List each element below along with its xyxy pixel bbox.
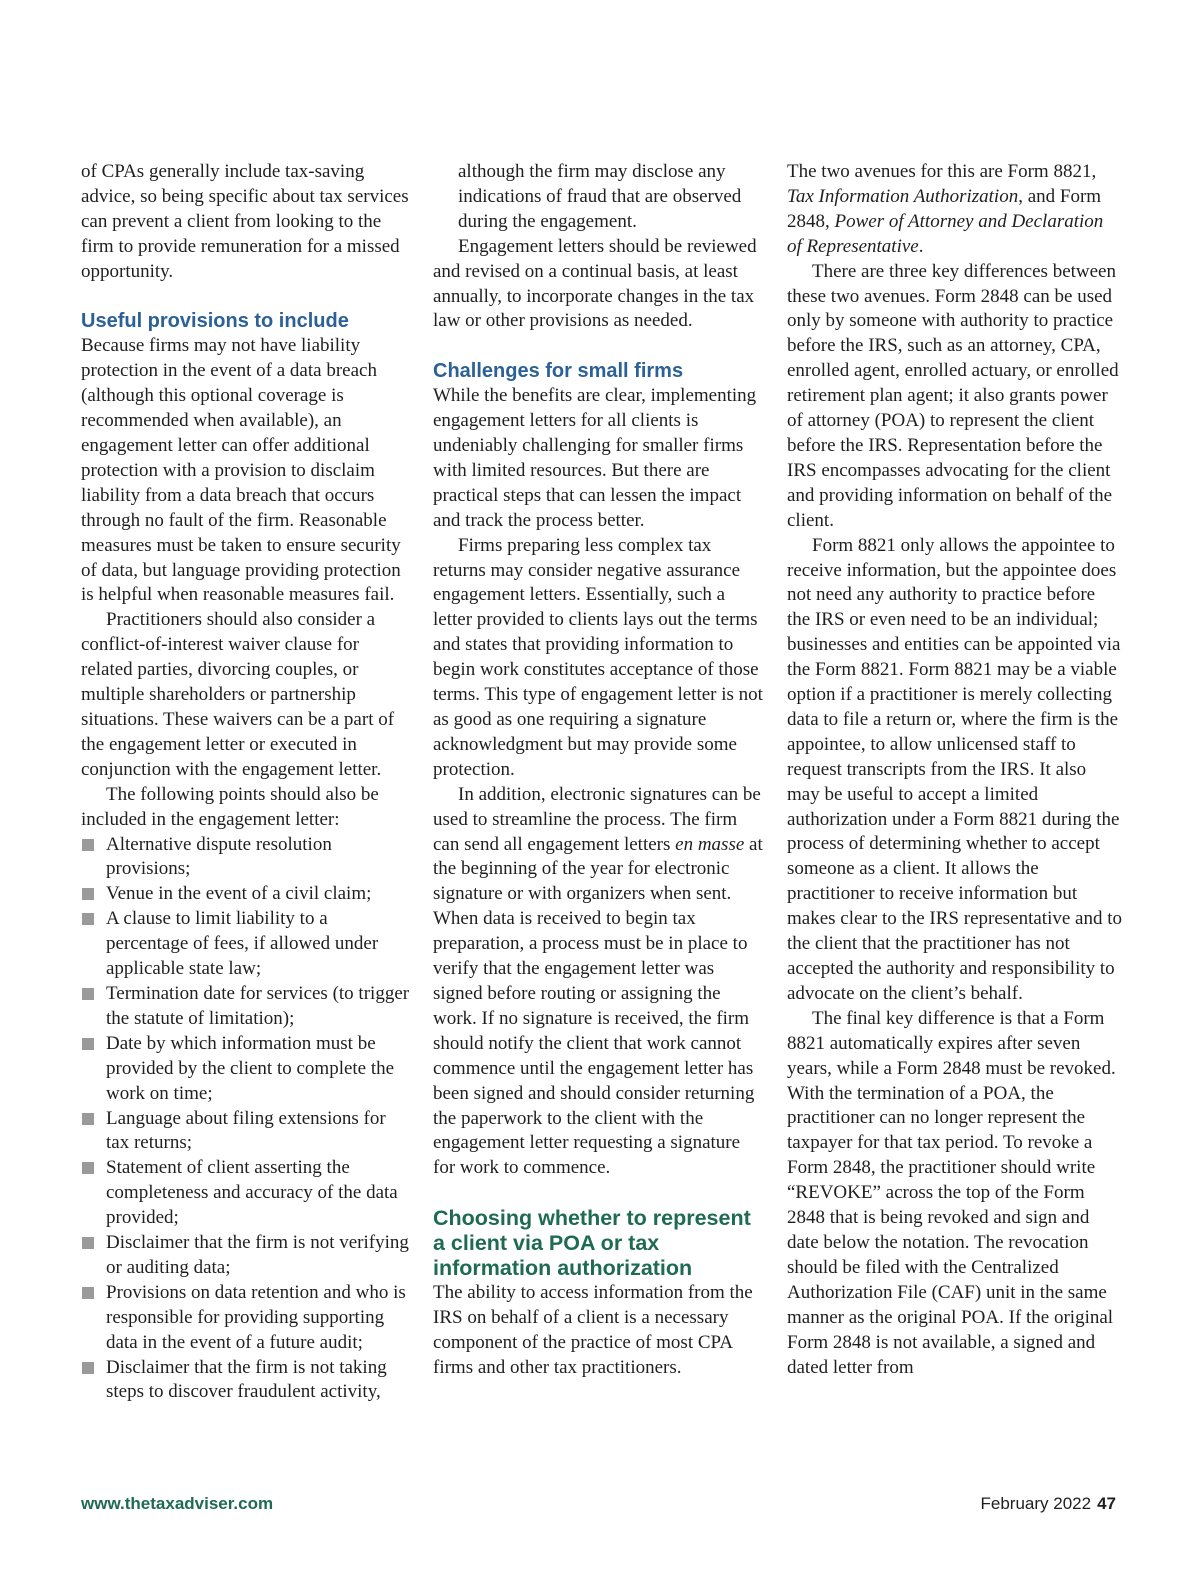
page-number: 47 (1097, 1494, 1116, 1513)
bullet-square-icon (82, 1362, 94, 1374)
bullet-square-icon (82, 1113, 94, 1125)
bullet-square-icon (82, 1237, 94, 1249)
paragraph-following-points: The following points should also be included in the engagement letter: (81, 783, 379, 830)
list-item: A clause to limit liability to a percentage of fees, if allowed under applicable state law; (81, 907, 411, 982)
list-item: Language about filing extensions for tax returns; (81, 1107, 411, 1157)
list-item: Venue in the event of a civil claim; (81, 882, 411, 907)
footer-date: February 2022 (980, 1494, 1092, 1513)
column-1 (81, 160, 411, 1405)
list-item: Alternative dispute resolution provisions; (81, 833, 411, 883)
paragraph-final-difference: The final key difference is that a Form 8821 automatically expires after seven years, while a Form 2848 must be revoked. With the termination of a POA, the practitioner can no longer represent the taxpayer for that tax period. To revoke a Form 2848, the practitioner should write “REVOKE” across the top of the Form 2848 that is being revoked and sign and date below the notation. The revocation should be filed with the Centralized Authorization File (CAF) unit in the same manner as the original POA. If the original Form 2848 is not available, a signed and dated letter from (787, 1007, 1116, 1378)
footer-date-page (981, 1494, 1117, 1514)
heading-challenges: Challenges for small firms (433, 360, 684, 383)
bullet-square-icon (82, 888, 94, 900)
bullet-square-icon (82, 1038, 94, 1050)
paragraph-conflict-waiver: Practitioners should also consider a conflict-of-interest waiver clause for related parties, divorcing couples, or multiple shareholders or partnership situations. These waivers can be a part of the engagement letter or executed in conjunction with the engagement letter. (81, 609, 395, 780)
bullet-square-icon (82, 839, 94, 851)
column-3 (787, 160, 1122, 1380)
list-item: Disclaimer that the firm is not taking steps to discover fraudulent activity, (81, 1356, 411, 1406)
provisions-list (81, 833, 411, 1406)
list-item: Statement of client asserting the completeness and accuracy of the data provided; (81, 1156, 411, 1231)
list-item: Provisions on data retention and who is responsible for providing supporting data in the event of a future audit; (81, 1281, 411, 1356)
list-item: Date by which information must be provided by the client to complete the work on time; (81, 1032, 411, 1107)
column-2 (433, 160, 763, 1381)
footer-website: www.thetaxadviser.com (81, 1494, 274, 1513)
heading-choosing-poa: Choosing whether to represent a client via POA or tax information authorization (433, 1206, 751, 1281)
paragraph-intro: of CPAs generally include tax-saving advice, so being specific about tax services can prevent a client from looking to the firm to provide remuneration for a missed opportunity. (81, 161, 409, 282)
list-item: Disclaimer that the firm is not verifying or auditing data; (81, 1231, 411, 1281)
bullet-square-icon (82, 988, 94, 1000)
paragraph-two-avenues: The two avenues for this are Form 8821, Tax Information Authorization, and Form 2848, Power of Attorney and Declaration of Representative. (787, 161, 1104, 257)
heading-useful-provisions: Useful provisions to include (81, 310, 349, 333)
bullet-square-icon (82, 1162, 94, 1174)
bullet-square-icon (82, 1287, 94, 1299)
paragraph-form-8821: Form 8821 only allows the appointee to receive information, but the appointee does not need any authority to practice before the IRS or even need to be an individual; businesses and entities can be appointed via the Form 8821. Form 8821 may be a viable option if a practitioner is merely collecting data to file a return or, where the firm is the appointee, to allow unlicensed staff to request transcripts from the IRS. It also may be useful to accept a limited authorization under a Form 8821 during the process of determining whether to accept someone as a client. It allows the practitioner to receive information but makes clear to the IRS representative and to the client that the practitioner has not accepted the authority and responsibility to advocate on the client’s behalf. (787, 534, 1123, 1004)
paragraph-data-breach: Because firms may not have liability protection in the event of a data breach (although this optional coverage is recommended when available), an engagement letter can offer additional protection with a provision to disclaim liability from a data breach that occurs through no fault of the firm. Reasonable measures must be taken to ensure security of data, but language providing protection is helpful when reasonable measures fail. (81, 335, 401, 606)
paragraph-fraud-continued: although the firm may disclose any indications of fraud that are observed during the engagement. (458, 161, 742, 232)
paragraph-negative-assurance: Firms preparing less complex tax returns may consider negative assurance engagement letters. Essentially, such a letter provided to clients lays out the terms and states that providing information to begin work constitutes acceptance of those terms. This type of engagement letter is not as good as one requiring a signature acknowledgment but may provide some protection. (433, 534, 763, 780)
paragraph-three-differences: There are three key differences between these two avenues. Form 2848 can be used only by someone with authority to practice before the IRS, such as an attorney, CPA, enrolled agent, enrolled actuary, or enrolled retirement plan agent; it also grants power of attorney (POA) to represent the client before the IRS. Representation before the IRS encompasses advocating for the client and providing information on behalf of the client. (787, 260, 1119, 531)
bullet-square-icon (82, 913, 94, 925)
paragraph-electronic-signatures: In addition, electronic signatures can be used to streamline the process. The firm can send all engagement letters en masse at the beginning of the year for electronic signature or with organizers when sent. When data is received to begin tax preparation, a process must be in place to verify that the engagement letter was signed before routing or assigning the work. If no signature is received, the firm should notify the client that work cannot commence until the engagement letter has been signed and should consider returning the paperwork to the client with the engagement letter requesting a signature for work to commence. (433, 783, 763, 1179)
list-item: Termination date for services (to trigger the statute of limitation); (81, 982, 411, 1032)
paragraph-ability: The ability to access information from the IRS on behalf of a client is a necessary component of the practice of most CPA firms and other tax practitioners. (433, 1282, 753, 1378)
paragraph-benefits: While the benefits are clear, implementing engagement letters for all clients is undeniably challenging for smaller firms with limited resources. But there are practical steps that can lessen the impact and track the process better. (433, 385, 757, 531)
paragraph-review: Engagement letters should be reviewed and revised on a continual basis, at least annually, to incorporate changes in the tax law or other provisions as needed. (433, 235, 757, 332)
